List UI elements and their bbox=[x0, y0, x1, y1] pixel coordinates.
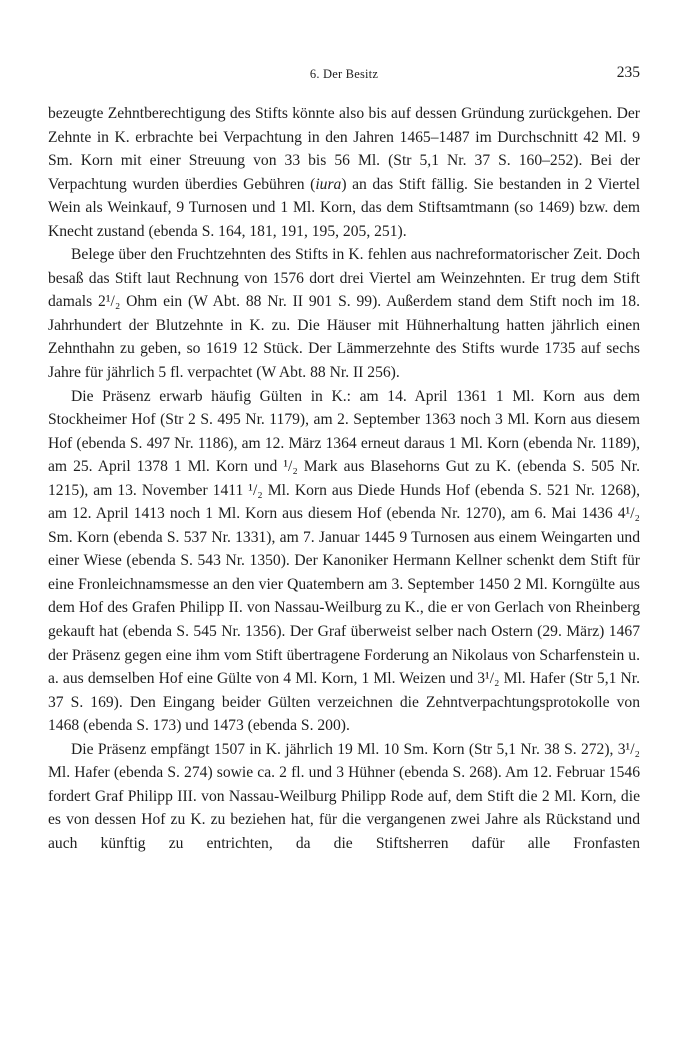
paragraph-4: Die Präsenz empfängt 1507 in K. jährlich 19 Ml. 10 Sm. Korn (Str 5,1 Nr. 38 S. 272), 3¹/₂ Ml. Hafer (ebenda S. 274) sowie ca. 2 fl. und 3 Hühner (ebenda S. 268). Am 12. Februar 1546 fordert Graf Philipp III. von Nassau-Weilburg Philipp Rode auf, dem Stift die 2 Ml. Korn, die es von dessen Hof zu K. zu beziehen hat, für die vergangenen zwei Jahre als Rückstand und auch künftig zu entrichten, da die Stiftsherren dafür alle Fronfasten bbox=[48, 740, 640, 852]
latin-term: iura bbox=[315, 175, 342, 193]
running-title: 6. Der Besitz bbox=[309, 67, 379, 81]
paragraph-1: bezeugte Zehntberechtigung des Stifts könnte also bis auf dessen Gründung zurückgehen. Der Zehnte in K. erbrachte bei Verpachtung in den Jahren 1465–1487 im Durchschnitt 42 Ml. 9 Sm. Korn mit einer Streuung von 33 bis 56 Ml. (Str 5,1 Nr. 37 S. 160–252). Bei der Verpachtung wurden überdies Gebühren (iura) an das Stift fällig. Sie bestanden in 2 Viertel Wein als Weinkauf, 9 Turnosen und 1 Ml. Korn, das dem Stiftsamtmann (so 1469) bzw. dem Knecht zustand (ebenda S. 164, 181, 191, 195, 205, 251). bbox=[48, 105, 641, 240]
body-text bbox=[48, 102, 640, 856]
page-number: 235 bbox=[616, 64, 640, 81]
page-header bbox=[48, 64, 640, 86]
paragraph-3: Die Präsenz erwarb häufig Gülten in K.: am 14. April 1361 1 Ml. Korn aus dem Stockheimer Hof (Str 2 S. 495 Nr. 1179), am 2. September 1363 noch 3 Ml. Korn aus diesem Hof (ebenda S. 497 Nr. 1186), am 12. März 1364 erneut daraus 1 Ml. Korn (ebenda Nr. 1189), am 25. April 1378 1 Ml. Korn und ¹/₂ Mark aus Blasehorns Gut zu K. (ebenda S. 505 Nr. 1215), am 13. November 1411 ¹/₂ Ml. Korn aus Diede Hunds Hof (ebenda S. 521 Nr. 1268), am 12. April 1413 noch 1 Ml. Korn aus diesem Hof (ebenda Nr. 1270), am 6. Mai 1436 4¹/₂ Sm. Korn (ebenda S. 537 Nr. 1331), am 7. Januar 1445 9 Turnosen aus einem Weingarten und einer Wiese (ebenda S. 543 Nr. 1350). Der Kanoniker Hermann Kellner schenkt dem Stift für eine Fronleichnamsmesse an den vier Quatembern am 3. September 1450 2 Ml. Korngülte aus dem Hof des Grafen Philipp II. von Nassau-Weilburg zu K., die er von Gerlach von Rheinberg gekauft hat (ebenda S. 545 Nr. 1356). Der Graf überweist selber nach Ostern (29. März) 1467 der Präsenz gegen eine ihm vom Stift übertragene Forderung an Nikolaus von Scharfenstein u. a. aus demselben Hof eine Gülte von 4 Ml. Korn, 1 Ml. Weizen und 3¹/₂ Ml. Hafer (Str 5,1 Nr. 37 S. 169). Den Eingang beider Gülten verzeichnen die Zehntverpachtungsprotokolle von 1468 (ebenda S. 173) und 1473 (ebenda S. 200). bbox=[48, 387, 640, 735]
paragraph-2: Belege über den Fruchtzehnten des Stifts in K. fehlen aus nachreformatorischer Zeit. Doch besaß das Stift laut Rechnung von 1576 dort drei Viertel am Weinzehnten. Er trug dem Stift damals 2¹/₂ Ohm ein (W Abt. 88 Nr. II 901 S. 99). Außerdem stand dem Stift noch im 18. Jahrhundert der Blutzehnte in K. zu. Die Häuser mit Hühnerhaltung hatten jährlich einen Zehnthahn zu geben, so 1619 12 Stück. Der Lämmerzehnte des Stifts wurde 1735 auf sechs Jahre für jährlich 5 fl. verpachtet (W Abt. 88 Nr. II 256). bbox=[48, 246, 640, 382]
